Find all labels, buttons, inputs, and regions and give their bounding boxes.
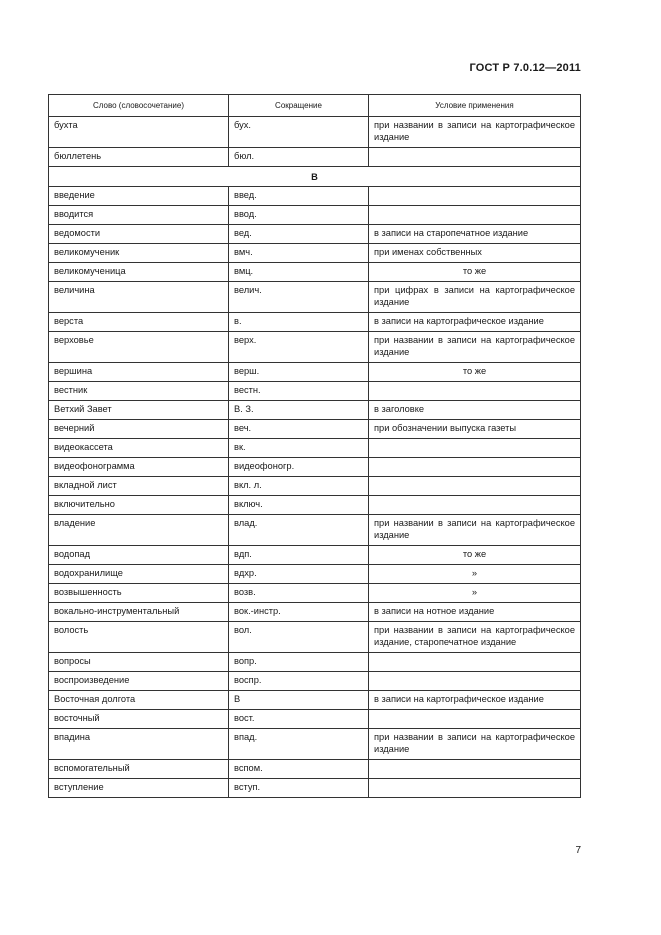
table-row [49, 603, 581, 622]
cell-condition: при названии в записи на картографическое издание [369, 729, 581, 760]
cell-abbreviation: вкл. л. [229, 477, 369, 496]
cell-condition [369, 439, 581, 458]
table-row [49, 546, 581, 565]
cell-word: бюллетень [49, 148, 229, 167]
column-header-abbreviation: Сокращение [229, 95, 369, 117]
cell-abbreviation: В. З. [229, 401, 369, 420]
cell-abbreviation: В [229, 691, 369, 710]
cell-word: великомученик [49, 244, 229, 263]
cell-word: возвышенность [49, 584, 229, 603]
table-row [49, 565, 581, 584]
cell-abbreviation: включ. [229, 496, 369, 515]
table-body [49, 117, 581, 798]
cell-abbreviation: вдп. [229, 546, 369, 565]
cell-word: верста [49, 313, 229, 332]
cell-abbreviation: вост. [229, 710, 369, 729]
table-row [49, 584, 581, 603]
table-row [49, 148, 581, 167]
cell-word: включительно [49, 496, 229, 515]
table-row [49, 691, 581, 710]
cell-abbreviation: велич. [229, 282, 369, 313]
document-header: ГОСТ Р 7.0.12—2011 [469, 62, 581, 74]
cell-word: воспроизведение [49, 672, 229, 691]
table-row [49, 760, 581, 779]
table-row [49, 187, 581, 206]
cell-condition [369, 779, 581, 798]
letter-section-row [49, 167, 581, 187]
cell-condition: то же [369, 546, 581, 565]
cell-abbreviation: впад. [229, 729, 369, 760]
cell-word: введение [49, 187, 229, 206]
column-header-condition: Условие применения [369, 95, 581, 117]
cell-word: волость [49, 622, 229, 653]
table-row [49, 382, 581, 401]
cell-word: вкладной лист [49, 477, 229, 496]
cell-word: водохранилище [49, 565, 229, 584]
table-row [49, 672, 581, 691]
cell-abbreviation: вк. [229, 439, 369, 458]
cell-abbreviation: влад. [229, 515, 369, 546]
cell-condition: в записи на старопечатное издание [369, 225, 581, 244]
cell-word: видеофонограмма [49, 458, 229, 477]
cell-word: Ветхий Завет [49, 401, 229, 420]
cell-condition [369, 653, 581, 672]
table-row [49, 477, 581, 496]
cell-condition [369, 187, 581, 206]
cell-condition: в записи на картографическое издание [369, 313, 581, 332]
cell-abbreviation: вол. [229, 622, 369, 653]
cell-condition: при названии в записи на картографическое издание [369, 117, 581, 148]
cell-word: великомученица [49, 263, 229, 282]
table-row [49, 458, 581, 477]
cell-word: вспомогательный [49, 760, 229, 779]
page-number: 7 [575, 845, 581, 856]
cell-word: бухта [49, 117, 229, 148]
table-row [49, 622, 581, 653]
cell-condition: при названии в записи на картографическое издание, старопечатное издание [369, 622, 581, 653]
cell-abbreviation: бюл. [229, 148, 369, 167]
table-row [49, 515, 581, 546]
cell-word: вокально-инструментальный [49, 603, 229, 622]
cell-word: Восточная долгота [49, 691, 229, 710]
table-row [49, 710, 581, 729]
cell-word: верховье [49, 332, 229, 363]
cell-condition: в заголовке [369, 401, 581, 420]
table-row [49, 496, 581, 515]
abbreviations-table [48, 94, 581, 798]
cell-word: вопросы [49, 653, 229, 672]
cell-condition: при названии в записи на картографическое издание [369, 332, 581, 363]
cell-abbreviation: веч. [229, 420, 369, 439]
table-row [49, 363, 581, 382]
table-row [49, 263, 581, 282]
cell-abbreviation: видеофоногр. [229, 458, 369, 477]
cell-abbreviation: вступ. [229, 779, 369, 798]
cell-abbreviation: вестн. [229, 382, 369, 401]
cell-word: восточный [49, 710, 229, 729]
cell-word: видеокассета [49, 439, 229, 458]
table-row [49, 225, 581, 244]
cell-abbreviation: вопр. [229, 653, 369, 672]
cell-abbreviation: вок.-инстр. [229, 603, 369, 622]
table-row [49, 244, 581, 263]
section-letter: В [49, 167, 581, 187]
cell-abbreviation: в. [229, 313, 369, 332]
cell-abbreviation: вмч. [229, 244, 369, 263]
cell-word: ведомости [49, 225, 229, 244]
cell-condition: то же [369, 363, 581, 382]
table-row [49, 439, 581, 458]
cell-word: впадина [49, 729, 229, 760]
cell-condition: то же [369, 263, 581, 282]
cell-condition [369, 496, 581, 515]
cell-word: вершина [49, 363, 229, 382]
cell-condition: при названии в записи на картографическое издание [369, 515, 581, 546]
cell-condition [369, 760, 581, 779]
cell-condition: » [369, 584, 581, 603]
cell-abbreviation: введ. [229, 187, 369, 206]
table-row [49, 729, 581, 760]
cell-condition: при обозначении выпуска газеты [369, 420, 581, 439]
cell-word: вестник [49, 382, 229, 401]
column-header-word: Слово (словосочетание) [49, 95, 229, 117]
cell-word: владение [49, 515, 229, 546]
cell-abbreviation: верш. [229, 363, 369, 382]
cell-word: вступление [49, 779, 229, 798]
table-row [49, 779, 581, 798]
cell-word: величина [49, 282, 229, 313]
table-row [49, 332, 581, 363]
cell-abbreviation: вед. [229, 225, 369, 244]
cell-condition [369, 148, 581, 167]
cell-condition: при именах собственных [369, 244, 581, 263]
cell-abbreviation: ввод. [229, 206, 369, 225]
cell-abbreviation: верх. [229, 332, 369, 363]
table-row [49, 313, 581, 332]
table-row [49, 653, 581, 672]
cell-abbreviation: возв. [229, 584, 369, 603]
table-row [49, 282, 581, 313]
cell-abbreviation: вмц. [229, 263, 369, 282]
cell-condition [369, 477, 581, 496]
cell-abbreviation: бух. [229, 117, 369, 148]
cell-condition: в записи на нотное издание [369, 603, 581, 622]
table-row [49, 420, 581, 439]
cell-word: вводится [49, 206, 229, 225]
cell-condition [369, 710, 581, 729]
cell-abbreviation: вспом. [229, 760, 369, 779]
cell-condition: в записи на картографическое издание [369, 691, 581, 710]
cell-condition [369, 206, 581, 225]
cell-condition: » [369, 565, 581, 584]
cell-abbreviation: вдхр. [229, 565, 369, 584]
cell-word: водопад [49, 546, 229, 565]
table-row [49, 206, 581, 225]
cell-condition [369, 458, 581, 477]
cell-word: вечерний [49, 420, 229, 439]
cell-condition [369, 382, 581, 401]
cell-condition [369, 672, 581, 691]
table-row [49, 117, 581, 148]
table-row [49, 401, 581, 420]
table-header-row [49, 95, 581, 117]
cell-condition: при цифрах в записи на картографическое издание [369, 282, 581, 313]
cell-abbreviation: воспр. [229, 672, 369, 691]
